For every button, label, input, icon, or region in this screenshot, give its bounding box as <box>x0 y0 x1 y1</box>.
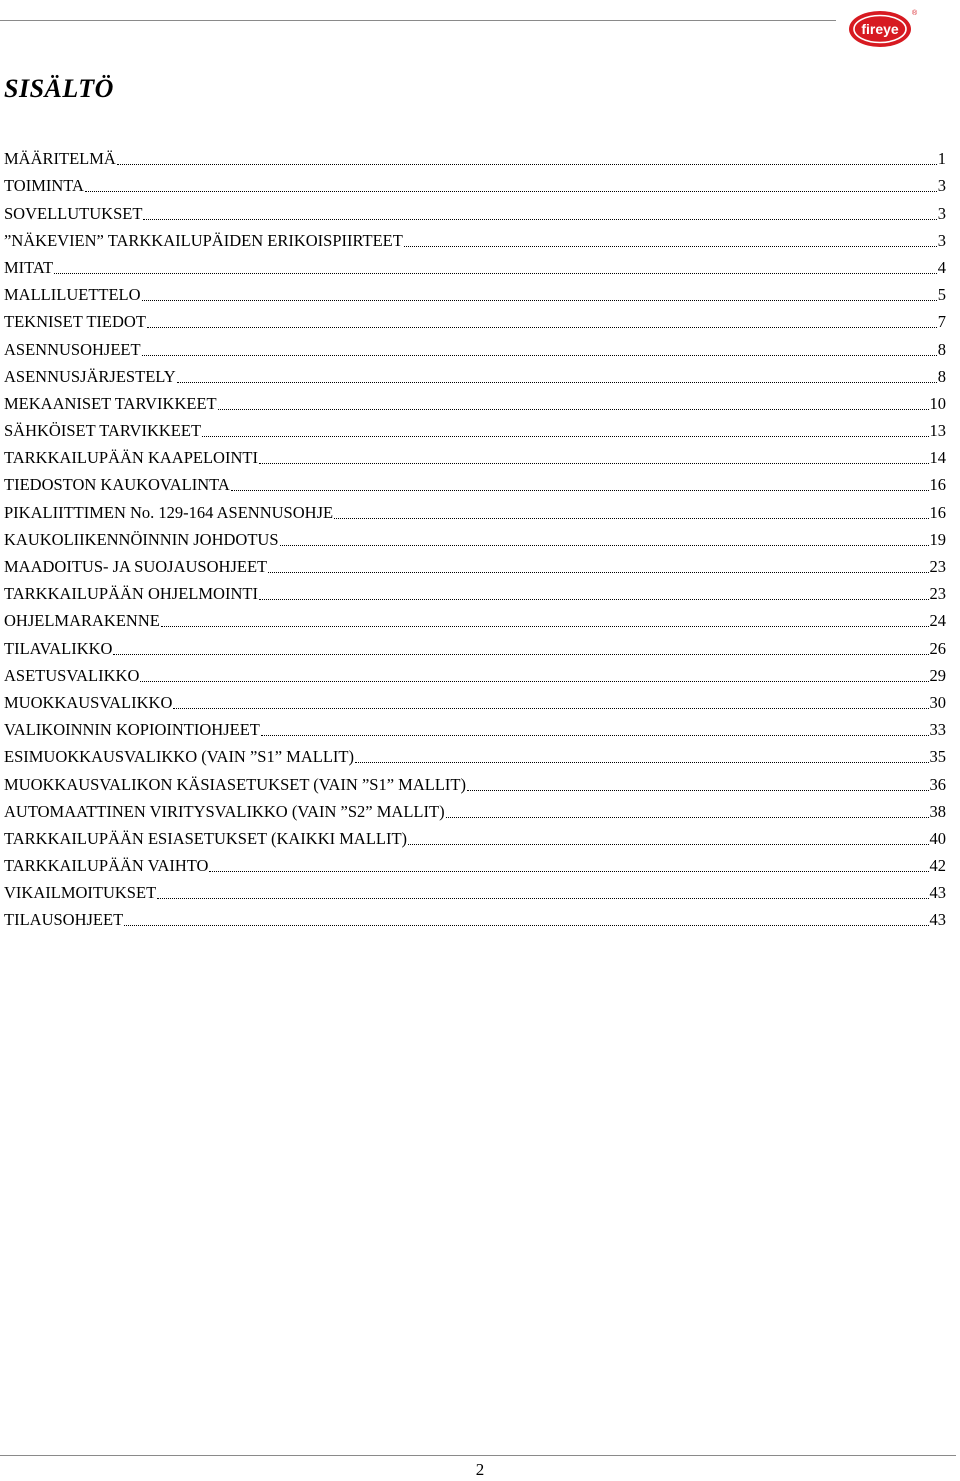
toc-entry-title: TARKKAILUPÄÄN VAIHTO <box>4 856 209 876</box>
dot-leader <box>408 843 928 845</box>
logo-text: fireye <box>861 21 899 37</box>
dot-leader <box>231 489 929 491</box>
toc-entry-title: MUOKKAUSVALIKKO <box>4 692 173 712</box>
toc-entry-page: 3 <box>937 203 946 223</box>
toc-entry[interactable] <box>4 414 946 441</box>
dot-leader <box>113 653 928 655</box>
toc-entry-title: MUOKKAUSVALIKON KÄSIASETUKSET (VAIN ”S1” MALLIT) <box>4 774 466 794</box>
dot-leader <box>218 408 929 410</box>
toc-entry[interactable] <box>4 686 946 713</box>
dot-leader <box>85 190 937 192</box>
toc-entry[interactable] <box>4 224 946 251</box>
toc-entry-page: 42 <box>929 856 946 876</box>
toc-entry-page: 10 <box>929 393 946 413</box>
toc-entry[interactable] <box>4 196 946 223</box>
toc-entry[interactable] <box>4 713 946 740</box>
toc-entry-page: 23 <box>929 584 946 604</box>
toc-entry[interactable] <box>4 523 946 550</box>
toc-entry-page: 38 <box>929 801 946 821</box>
toc-entry-title: TIEDOSTON KAUKOVALINTA <box>4 475 230 495</box>
toc-entry-page: 8 <box>937 339 946 359</box>
toc-entry[interactable] <box>4 903 946 930</box>
toc-entry-title: ASETUSVALIKKO <box>4 665 140 685</box>
toc-entry[interactable] <box>4 332 946 359</box>
toc-entry[interactable] <box>4 360 946 387</box>
toc-entry-page: 1 <box>937 149 946 169</box>
dot-leader <box>467 789 929 791</box>
toc-entry-page: 13 <box>929 421 946 441</box>
dot-leader <box>117 163 937 165</box>
toc-entry-title: TARKKAILUPÄÄN OHJELMOINTI <box>4 584 258 604</box>
dot-leader <box>54 272 937 274</box>
toc-entry-title: SÄHKÖISET TARVIKKEET <box>4 421 202 441</box>
dot-leader <box>404 245 937 247</box>
toc-entry-page: 16 <box>929 475 946 495</box>
toc-entry-title: VIKAILMOITUKSET <box>4 883 157 903</box>
dot-leader <box>446 816 929 818</box>
footer-rule <box>0 1455 956 1456</box>
dot-leader <box>161 625 929 627</box>
toc-entry-page: 8 <box>937 366 946 386</box>
dot-leader <box>280 544 929 546</box>
dot-leader <box>143 218 936 220</box>
toc-entry-title: OHJELMARAKENNE <box>4 611 160 631</box>
dot-leader <box>142 354 937 356</box>
page-title: SISÄLTÖ <box>4 74 114 103</box>
toc-entry-page: 30 <box>929 692 946 712</box>
toc-entry-page: 5 <box>937 285 946 305</box>
toc-entry-page: 43 <box>929 910 946 930</box>
toc-entry-page: 19 <box>929 529 946 549</box>
toc-entry[interactable] <box>4 795 946 822</box>
toc-entry-page: 24 <box>929 611 946 631</box>
dot-leader <box>142 299 937 301</box>
toc-entry[interactable] <box>4 251 946 278</box>
toc-entry-page: 16 <box>929 502 946 522</box>
toc-entry[interactable] <box>4 441 946 468</box>
dot-leader <box>209 870 928 872</box>
toc-entry-page: 26 <box>929 638 946 658</box>
page-number: 2 <box>475 1460 485 1479</box>
toc-entry-page: 36 <box>929 774 946 794</box>
toc-entry-page: 29 <box>929 665 946 685</box>
toc-entry-title: AUTOMAATTINEN VIRITYSVALIKKO (VAIN ”S2” MALLIT) <box>4 801 445 821</box>
toc-entry[interactable] <box>4 142 946 169</box>
header-rule <box>0 20 836 21</box>
toc-entry-title: SOVELLUTUKSET <box>4 203 143 223</box>
dot-leader <box>157 897 928 899</box>
toc-entry[interactable] <box>4 740 946 767</box>
toc-entry-title: PIKALIITTIMEN No. 129-164 ASENNUSOHJE <box>4 502 334 522</box>
toc-entry[interactable] <box>4 305 946 332</box>
toc-entry-title: TILAVALIKKO <box>4 638 113 658</box>
toc-entry[interactable] <box>4 468 946 495</box>
toc-entry-page: 4 <box>937 257 946 277</box>
fireye-logo <box>846 6 918 50</box>
dot-leader <box>268 571 928 573</box>
toc-entry-page: 3 <box>937 230 946 250</box>
toc-entry-page: 33 <box>929 720 946 740</box>
dot-leader <box>202 435 928 437</box>
dot-leader <box>259 598 929 600</box>
toc-entry[interactable] <box>4 631 946 658</box>
toc-entry-title: MEKAANISET TARVIKKEET <box>4 393 217 413</box>
toc-entry-page: 7 <box>937 312 946 332</box>
toc-entry-title: ”NÄKEVIEN” TARKKAILUPÄIDEN ERIKOISPIIRTEET <box>4 230 403 250</box>
toc-entry-title: KAUKOLIIKENNÖINNIN JOHDOTUS <box>4 529 279 549</box>
toc-entry-title: ESIMUOKKAUSVALIKKO (VAIN ”S1” MALLIT) <box>4 747 354 767</box>
toc-entry-page: 3 <box>937 176 946 196</box>
dot-leader <box>124 924 928 926</box>
toc-entry-title: MALLILUETTELO <box>4 285 141 305</box>
toc-entry[interactable] <box>4 278 946 305</box>
toc-entry-title: MITAT <box>4 257 54 277</box>
toc-entry-title: MÄÄRITELMÄ <box>4 149 116 169</box>
toc-entry-title: TEKNISET TIEDOT <box>4 312 146 332</box>
toc-entry-title: TARKKAILUPÄÄN KAAPELOINTI <box>4 448 258 468</box>
toc-entry-page: 40 <box>929 828 946 848</box>
toc-entry-page: 14 <box>929 448 946 468</box>
dot-leader <box>173 707 928 709</box>
toc-entry-title: VALIKOINNIN KOPIOINTIOHJEET <box>4 720 260 740</box>
toc-entry[interactable] <box>4 387 946 414</box>
toc-entry-title: MAADOITUS- JA SUOJAUSOHJEET <box>4 557 268 576</box>
toc-entry[interactable] <box>4 604 946 631</box>
toc-entry[interactable] <box>4 169 946 196</box>
toc-entry[interactable] <box>4 495 946 522</box>
toc-entry[interactable] <box>4 849 946 876</box>
toc-entry-title: TILAUSOHJEET <box>4 910 124 930</box>
registered-mark: ® <box>912 10 918 17</box>
toc-entry-title: ASENNUSOHJEET <box>4 339 141 359</box>
toc-entry-page: 35 <box>929 747 946 767</box>
toc-entry-page: 43 <box>929 883 946 903</box>
dot-leader <box>177 381 937 383</box>
dot-leader <box>334 517 928 519</box>
toc-entry[interactable] <box>4 876 946 903</box>
table-of-contents <box>4 142 946 930</box>
toc-entry[interactable] <box>4 577 946 604</box>
dot-leader <box>261 734 929 736</box>
toc-entry-title: ASENNUSJÄRJESTELY <box>4 366 176 386</box>
dot-leader <box>140 680 928 682</box>
dot-leader <box>259 462 929 464</box>
toc-entry-title: TOIMINTA <box>4 176 84 196</box>
toc-entry[interactable] <box>4 767 946 794</box>
toc-entry[interactable] <box>4 659 946 686</box>
toc-entry-page: 23 <box>929 557 946 576</box>
toc-entry[interactable] <box>4 822 946 849</box>
dot-leader <box>355 761 929 763</box>
dot-leader <box>147 326 937 328</box>
toc-entry[interactable] <box>4 550 946 577</box>
toc-entry-title: TARKKAILUPÄÄN ESIASETUKSET (KAIKKI MALLIT) <box>4 828 408 848</box>
